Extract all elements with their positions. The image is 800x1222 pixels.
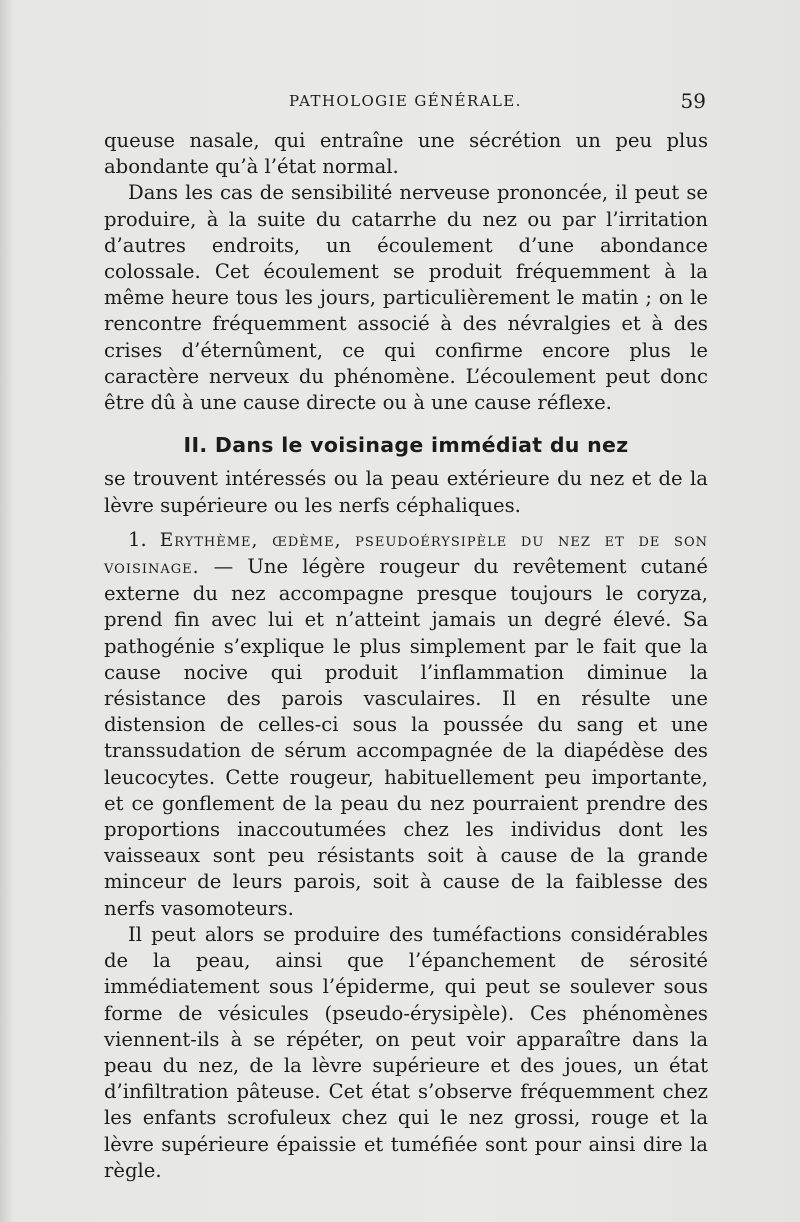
paragraph-nervous-sensitivity: Dans les cas de sensibilité nerveuse prononcée, il peut se produire, à la suite du catarrhe du nez ou par l’irritation d’autres endroits, un écoulement d’une abondance colossale. Cet écoulement se produit fréquemment à la même heure tous les jours, particulièrement le matin ; on le rencontre fréquemment associé à des névralgies et à des crises d’éternûment, ce qui confirme encore plus le caractère nerveux du phénomène. L’écoulement peut donc être dû à une cause directe ou à une cause réflexe. bbox=[104, 181, 708, 415]
entry-dash: — bbox=[213, 555, 234, 579]
section-intro: se trouvent intéressés ou la peau extérieure du nez et de la lèvre supérieure ou les nerfs céphaliques. bbox=[104, 467, 708, 517]
body-text bbox=[104, 128, 708, 1184]
section-heading: II. Dans le voisinage immédiat du nez bbox=[183, 433, 629, 458]
page-number: 59 bbox=[680, 89, 706, 113]
entry-erythema bbox=[104, 527, 708, 922]
entry-text: Une légère rougeur du revêtement cutané externe du nez accompagne presque toujours le coryza, prend fin avec lui et n’atteint jamais un degré élevé. Sa pathogénie s’explique le plus simplement par le fait que la cause nocive qui produit l’inflammation diminue la résistance des parois vasculaires. Il en résulte une distension de celles-ci sous la poussée du sang et une transsudation de sérum accompagnée de la diapédèse des leucocytes. Cette rougeur, habituellement peu importante, et ce gonflement de la peau du nez pourraient prendre des proportions inaccoutumées chez les individus dont les vaisseaux sont peu résistants soit à cause de la grande minceur de leurs parois, soit à cause de la faiblesse des nerfs vasomoteurs. bbox=[104, 555, 709, 920]
paragraph-continuation: queuse nasale, qui entraîne une sécrétion un peu plus abondante qu’à l’état normal. bbox=[104, 129, 708, 179]
paragraph-closing: Il peut alors se produire des tuméfactions considérables de la peau, ainsi que l’épanchement de sérosité immédiatement sous l’épiderme, qui peut se soulever sous forme de vésicules (pseudo-érysipèle). Ces phénomènes viennent-ils à se répéter, on peut voir apparaître dans la peau du nez, de la lèvre supérieure et des joues, un état d’infiltration pâteuse. Cet état s’observe fréquemment chez les enfants scrofuleux chez qui le nez grossi, rouge et la lèvre supérieure épaissie et tuméfiée sont pour ainsi dire la règle. bbox=[104, 922, 708, 1182]
page-header bbox=[104, 89, 708, 116]
entry-title: Erythème, œdème, pseudoérysipèle du nez et de son voisinage. bbox=[104, 529, 708, 579]
running-title: PATHOLOGIE GÉNÉRALE. bbox=[289, 92, 522, 110]
entry-number: 1. bbox=[128, 527, 147, 551]
